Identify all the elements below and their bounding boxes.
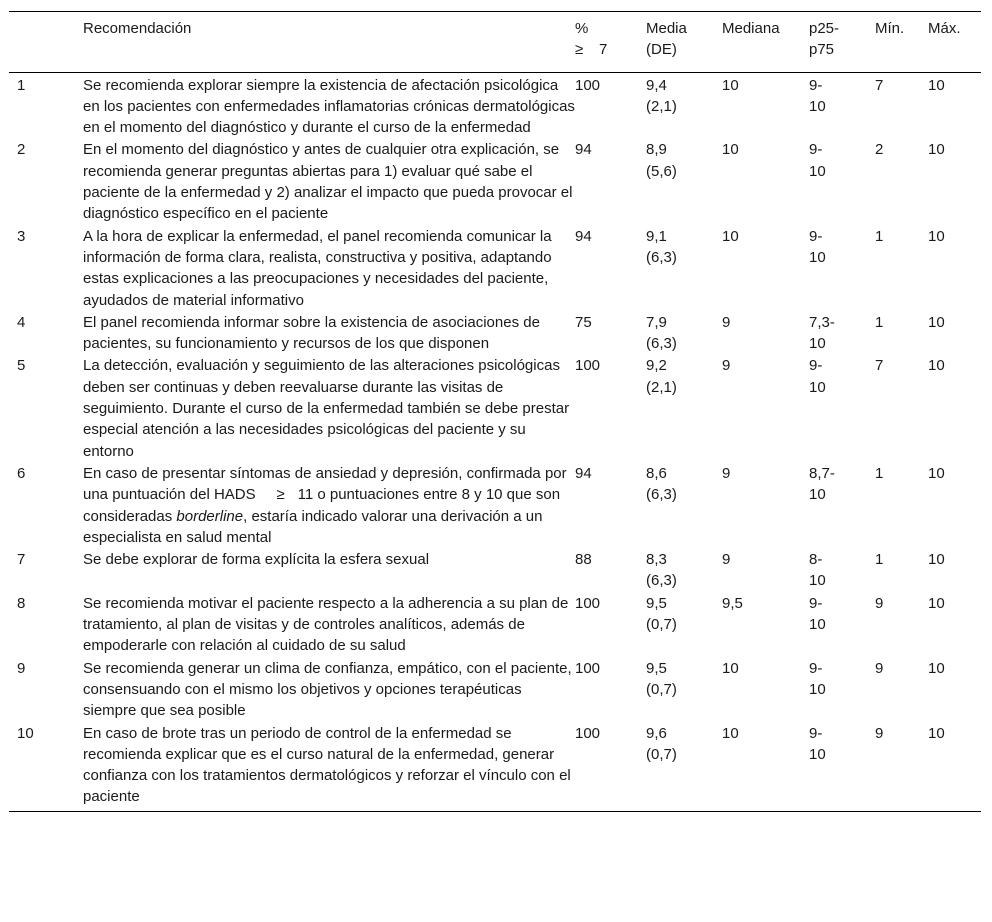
row-p75: 10 (809, 162, 826, 180)
row-media-value: 9,5 (646, 659, 667, 677)
header-p75: p75 (809, 41, 835, 59)
header-row (9, 12, 981, 73)
row-max: 10 (928, 659, 945, 677)
row-percent: 88 (575, 551, 592, 569)
row-min: 7 (875, 76, 884, 94)
row-number: 7 (17, 551, 26, 569)
table-row (9, 723, 981, 812)
row-mediana: 10 (722, 659, 739, 677)
row-media (646, 658, 722, 723)
table-row (9, 355, 981, 462)
row-number: 10 (17, 724, 34, 742)
row-media-value: 9,2 (646, 357, 667, 375)
header-mediana: Mediana (722, 20, 780, 37)
row-min: 9 (875, 724, 884, 742)
table-row (9, 593, 981, 658)
row-media-de: (6,3) (646, 248, 677, 266)
row-recommendation: Se recomienda generar un clima de confianza, empático, con el paciente, consensuando con el mismo los objetivos y opciones terapéuticas siempre que sea posible (83, 659, 572, 720)
row-max: 10 (928, 227, 945, 245)
table-row (9, 463, 981, 549)
row-mediana: 9 (722, 551, 731, 569)
header-percent (575, 12, 646, 73)
row-min: 7 (875, 357, 884, 375)
header-percentiles (809, 12, 875, 73)
row-number: 9 (17, 659, 26, 677)
row-recommendation: Se recomienda explorar siempre la existencia de afectación psicológica en los pacientes con enfermedades inflamatorias crónicas dermatológicas en el momento del diagnóstico y durante el curso de la enfermedad (83, 76, 575, 137)
row-mediana: 10 (722, 141, 739, 159)
header-recommendation: Recomendación (83, 20, 192, 37)
row-percent: 100 (575, 357, 601, 375)
row-media-de: (6,3) (646, 486, 677, 504)
header-min: Mín. (875, 20, 905, 37)
header-number (9, 12, 83, 73)
row-p75: 10 (809, 486, 826, 504)
table-row (9, 312, 981, 356)
row-recommendation: El panel recomienda informar sobre la existencia de asociaciones de pacientes, su funcionamiento y recursos de los que disponen (83, 313, 540, 353)
header-media-de: (DE) (646, 41, 677, 59)
row-mediana: 10 (722, 724, 739, 742)
row-media-value: 9,5 (646, 594, 667, 612)
row-min: 1 (875, 551, 884, 569)
row-number: 2 (17, 141, 26, 159)
header-max: Máx. (928, 20, 961, 37)
row-percentiles (809, 723, 875, 812)
row-media-de: (6,3) (646, 335, 677, 353)
row-media-value: 9,6 (646, 724, 667, 742)
row-recommendation: En caso de brote tras un periodo de control de la enfermedad se recomienda explicar que es el curso natural de la enfermedad, generar confianza con los tratamientos dermatológicos y reforzar el vínculo con el paciente (83, 724, 571, 806)
row-recommendation: En el momento del diagnóstico y antes de cualquier otra explicación, se recomienda generar preguntas abiertas para 1) evaluar qué sabe el paciente de la enfermedad y 2) analizar el impacto que pueda provocar el diagnóstico específico en el paciente (83, 141, 573, 223)
row-recommendation-text: 11 o puntuaciones entre 8 y 10 que son consideradas (83, 486, 561, 525)
row-recommendation: Se recomienda motivar el paciente respecto a la adherencia a su plan de tratamiento, al plan de visitas y de controles analíticos, además de empoderarle con relación al cuidado de su salud (83, 594, 569, 655)
row-p25: 9- (809, 141, 823, 159)
row-media (646, 355, 722, 462)
row-percentiles (809, 226, 875, 312)
row-media (646, 463, 722, 549)
row-p75: 10 (809, 680, 826, 698)
row-p25: 9- (809, 724, 823, 742)
header-percent-symbol: % (575, 20, 589, 37)
row-min: 9 (875, 659, 884, 677)
row-media (646, 72, 722, 139)
row-recommendation-text: , estaría indicado valorar una derivación a un especialista en salud mental (83, 507, 543, 546)
row-number: 8 (17, 594, 26, 612)
row-number: 6 (17, 464, 26, 482)
row-media (646, 723, 722, 812)
row-percent: 100 (575, 724, 601, 742)
row-percent: 75 (575, 313, 592, 331)
header-media (646, 12, 722, 73)
row-percentiles (809, 658, 875, 723)
row-max: 10 (928, 551, 945, 569)
row-mediana: 9 (722, 313, 731, 331)
row-media-value: 8,6 (646, 464, 667, 482)
header-p25: p25- (809, 20, 840, 37)
row-recommendation-text: En caso de presentar síntomas de ansiedad y depresión, confirmada por una puntuación del HADS (83, 464, 567, 504)
row-max: 10 (928, 724, 945, 742)
row-percentiles (809, 72, 875, 139)
recommendations-table (9, 11, 981, 812)
row-number: 1 (17, 76, 26, 94)
row-p25: 9- (809, 594, 823, 612)
row-media-value: 9,1 (646, 227, 667, 245)
row-media (646, 593, 722, 658)
row-min: 1 (875, 227, 884, 245)
table-row (9, 226, 981, 312)
row-recommendation-emphasis: borderline (176, 507, 244, 525)
header-media-label: Media (646, 20, 687, 37)
row-percent: 100 (575, 659, 601, 677)
row-min: 9 (875, 594, 884, 612)
row-media-de: (2,1) (646, 378, 677, 396)
row-media (646, 549, 722, 593)
row-percent: 100 (575, 76, 601, 94)
row-percentiles (809, 355, 875, 462)
row-p25: 9- (809, 227, 823, 245)
row-percentiles (809, 312, 875, 356)
table-row (9, 658, 981, 723)
row-mediana: 10 (722, 227, 739, 245)
row-p75: 10 (809, 248, 826, 266)
row-recommendation: La detección, evaluación y seguimiento de las alteraciones psicológicas deben ser continuas y deben reevaluarse durante las visitas de seguimiento. Durante el curso de la enfermedad también se debe prestar especial atención a las necesidades psicológicas del paciente y su entorno (83, 357, 570, 460)
row-media-value: 8,9 (646, 141, 667, 159)
row-min: 1 (875, 313, 884, 331)
row-mediana: 9,5 (722, 594, 743, 612)
row-percentiles (809, 139, 875, 225)
row-min: 2 (875, 141, 884, 159)
row-p75: 10 (809, 378, 826, 396)
row-media-value: 7,9 (646, 313, 667, 331)
row-percentiles (809, 593, 875, 658)
row-p75: 10 (809, 572, 826, 590)
row-percentiles (809, 463, 875, 549)
row-max: 10 (928, 594, 945, 612)
row-media (646, 139, 722, 225)
row-max: 10 (928, 313, 945, 331)
row-percent: 94 (575, 464, 592, 482)
row-recommendation-ge: ≥ (276, 486, 285, 504)
row-percent: 100 (575, 594, 601, 612)
row-max: 10 (928, 76, 945, 94)
row-p25: 7,3- (809, 313, 835, 331)
row-media-de: (5,6) (646, 162, 677, 180)
row-mediana: 10 (722, 76, 739, 94)
header-percent-value: 7 (599, 41, 608, 59)
row-p25: 8- (809, 551, 823, 569)
row-media (646, 226, 722, 312)
row-percent: 94 (575, 227, 592, 245)
row-p75: 10 (809, 616, 826, 634)
recommendations-table-container (9, 11, 981, 812)
row-media-de: (0,7) (646, 745, 677, 763)
row-recommendation (83, 463, 575, 549)
row-number: 4 (17, 313, 26, 331)
table-row (9, 549, 981, 593)
header-percent-ge: ≥ (575, 41, 584, 59)
row-media-de: (6,3) (646, 572, 677, 590)
row-media-value: 8,3 (646, 551, 667, 569)
row-media-de: (0,7) (646, 616, 677, 634)
table-row (9, 139, 981, 225)
row-p25: 8,7- (809, 464, 835, 482)
row-p25: 9- (809, 357, 823, 375)
row-max: 10 (928, 141, 945, 159)
row-min: 1 (875, 464, 884, 482)
row-p25: 9- (809, 659, 823, 677)
row-p75: 10 (809, 745, 826, 763)
row-mediana: 9 (722, 464, 731, 482)
row-max: 10 (928, 357, 945, 375)
row-mediana: 9 (722, 357, 731, 375)
row-p75: 10 (809, 97, 826, 115)
row-p75: 10 (809, 335, 826, 353)
table-row (9, 72, 981, 139)
row-media-de: (0,7) (646, 680, 677, 698)
row-number: 5 (17, 357, 26, 375)
row-percentiles (809, 549, 875, 593)
row-media-value: 9,4 (646, 76, 667, 94)
row-media-de: (2,1) (646, 97, 677, 115)
row-recommendation: A la hora de explicar la enfermedad, el panel recomienda comunicar la información de forma clara, realista, constructiva y positiva, adaptando estas explicaciones a las preocupaciones y necesidades del paciente, ayudados de material informativo (83, 227, 552, 309)
row-percent: 94 (575, 141, 592, 159)
row-max: 10 (928, 464, 945, 482)
row-p25: 9- (809, 76, 823, 94)
row-recommendation: Se debe explorar de forma explícita la esfera sexual (83, 551, 430, 569)
row-number: 3 (17, 227, 26, 245)
row-media (646, 312, 722, 356)
